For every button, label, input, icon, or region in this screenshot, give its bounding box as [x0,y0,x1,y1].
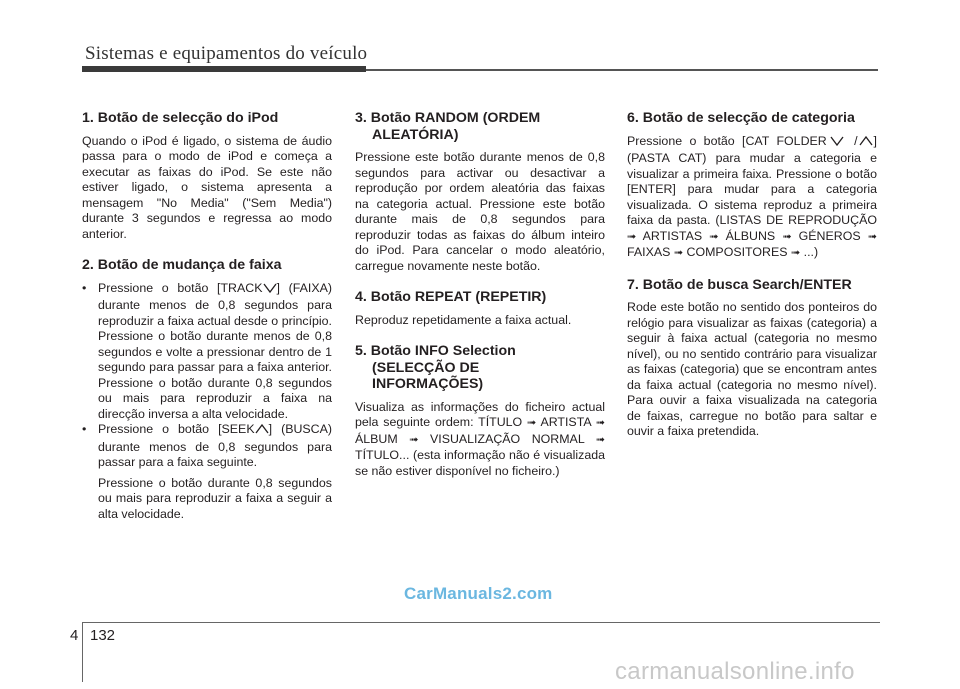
list-item-text-pre: Pressione o botão [SEEK [98,422,255,436]
column-3 [627,110,877,455]
header-rule-thin [366,69,878,71]
arrow-right-icon: ➟ [627,230,637,243]
page-header-title: Sistemas e equipamentos do veículo [85,43,368,64]
chevron-up-icon [858,135,874,152]
section-text: Reproduz repetidamente a faixa actual. [355,312,572,327]
watermark-carmanualsonline: carmanualsonline.info [615,658,855,685]
section-repeat-button [355,289,605,328]
section-track-button [82,257,332,522]
list-subparagraph: Pressione o botão durante 0,8 segundos ou mais para reproduzir a faixa a seguir a alta velocidade. [98,475,332,521]
section-text: Rode este botão no sentido dos ponteiros do relógio para visualizar as faixas (categoria) a seguir à faixa actual (categoria no mesmo nível), ou no sentido contrário para visualizar as faixas (categoria) que se encontram antes da faixa actual (categoria no mesmo nível). Para ouvir a faixa visualizada na categoria de faixas, carregue no botão para saltar e ouvir a faixa pretendida. [627,300,877,438]
chevron-down-icon [263,282,277,299]
arrow-right-icon: ➟ [527,417,537,429]
section-text: Pressione o botão [CAT FOLDER / ] (PASTA CAT) para mudar a categoria e visualizar a primeira faixa. Pressione o botão [ENTER] para mudar para a categoria visualizada. O sistema reproduz a primeira faixa da pasta. (LISTAS DE REPRODUÇÃO ➟ ARTISTAS ➟ ÁLBUNS ➟ GÉNEROS ➟ FAIXAS ➟ COMPOSITORES ➟ ...) [627,133,877,259]
arrow-right-icon: ➟ [867,230,877,243]
list-item [82,422,332,471]
section-category-button [627,110,877,262]
column-1 [82,110,332,522]
section-info-button [355,343,605,479]
arrow-right-icon: ➟ [782,230,792,243]
section-title: 2. Botão de mudança de faixa [82,257,282,273]
section-title: 6. Botão de selecção de categoria [627,110,855,126]
footer-vertical-rule [82,622,83,682]
section-title: 5. Botão INFO Selection (SELECÇÃO DE INFORMAÇÕES) [355,343,516,392]
section-search-button [627,277,877,440]
chevron-up-icon [255,423,269,440]
section-title: 1. Botão de selecção do iPod [82,110,279,126]
section-title: 7. Botão de busca Search/ENTER [627,276,852,293]
list-item-text-post: ] (FAIXA) durante menos de 0,8 segundos para reproduzir a faixa actual desde o princípio. Pressione o botão durante menos de 0,8 segundos e volte a pressionar dentro de 1 segundo para passar para a faixa anterior. Pressione o botão durante 0,8 segundos ou mais para reproduzir a faixa na direcção inversa a alta velocidade. [98,280,332,421]
chapter-number: 4 [70,627,79,644]
section-random-button [355,110,605,274]
watermark-carmanuals2: CarManuals2.com [404,584,553,603]
arrow-right-icon: ➟ [709,230,719,243]
column-2 [355,110,605,494]
arrow-right-icon: ➟ [673,247,684,259]
chevron-down-icon [827,135,847,152]
arrow-right-icon: ➟ [595,433,606,446]
header-rule-thick [82,66,366,72]
arrow-right-icon: ➟ [595,417,605,429]
arrow-right-icon: ➟ [409,433,419,446]
section-ipod-button [82,110,332,242]
section-title: 4. Botão REPEAT (REPETIR) [355,289,547,305]
bullet-icon: • [82,280,87,295]
bullet-list [82,281,332,471]
section-text: Quando o iPod é ligado, o sistema de áudio passa para o modo de iPod e começa a executar as faixas do iPod. Se este não estiver ligado, o sistema apresenta a mensagem "No Media" ("Sem Media") durante 3 segundos e regressa ao modo anterior. [82,133,332,241]
section-text: Visualiza as informações do ficheiro actual pela seguinte ordem: TÍTULO ➟ ARTISTA ➟ ÁLBUM ➟ VISUALIZAÇÃO NORMAL ➟ TÍTULO... (esta informação não é visualizada se não estiver disponível no ficheiro.) [355,399,606,478]
bullet-icon: • [82,422,87,436]
arrow-right-icon: ➟ [790,247,801,259]
page-number: 132 [90,627,116,644]
list-item [82,281,332,423]
list-item-text-pre: Pressione o botão [TRACK [98,280,263,295]
section-text: Pressione este botão durante menos de 0,8 segundos para activar ou desactivar a reprodução por ordem aleatória das faixas na categoria actual. Pressione este botão durante mais de 0,8 segundos para reproduzir todas as faixas do álbum inteiro do iPod. Para cancelar o modo aleatório, carregue novamente neste botão. [355,150,605,273]
footer-rule [82,622,880,623]
section-title: 3. Botão RANDOM (ORDEM ALEATÓRIA) [355,110,541,143]
list-item-text-post: ] (BUSCA) durante menos de 0,8 segundos para passar para a faixa seguinte. [98,422,333,469]
